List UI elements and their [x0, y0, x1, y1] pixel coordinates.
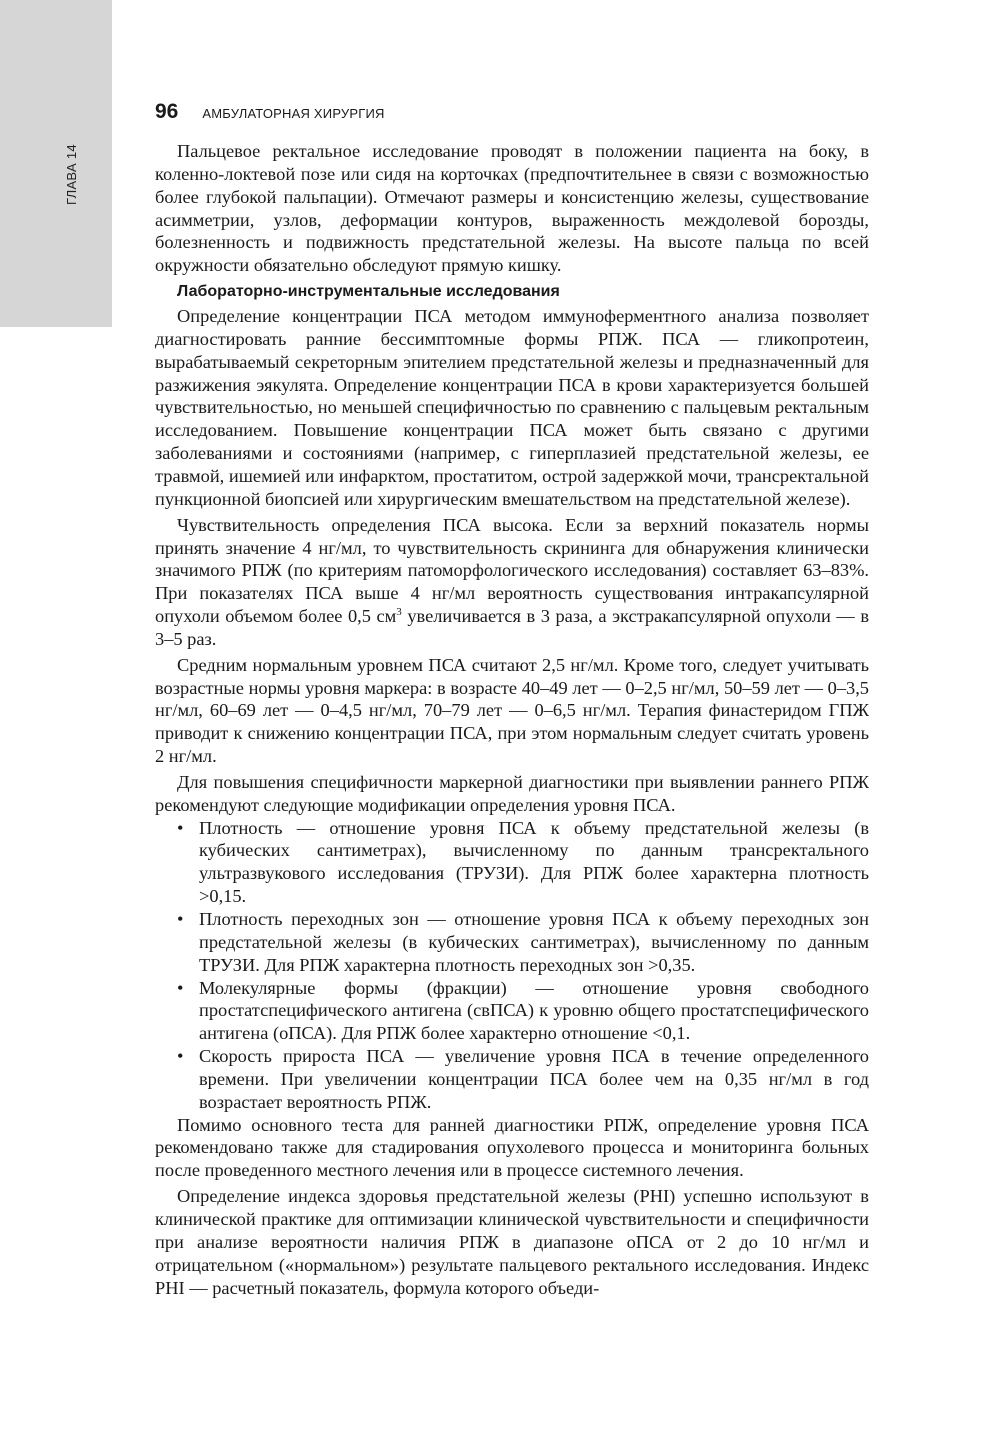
list-item: • Плотность — отношение уровня ПСА к объему предстательной железы (в кубических сантиметрах), вычисленному по данным трансректального ультразвукового исследования (ТРУЗИ). Для РПЖ более характерна плотность >0,15.	[155, 817, 869, 908]
cubic-superscript: 3	[396, 605, 402, 618]
paragraph-psa-norms: Средним нормальным уровнем ПСА считают 2,5 нг/мл. Кроме того, следует учитывать возрастные нормы уровня маркера: в возрасте 40–49 лет — 0–2,5 нг/мл, 50–59 лет — 0–3,5 нг/мл, 60–69 лет — 0–4,5 нг/мл, 70–79 лет — 0–6,5 нг/мл. Терапия финастеридом ГПЖ приводит к снижению концентрации ПСА, при этом нормальным следует считать уровень 2 нг/мл.	[155, 654, 869, 767]
paragraph-psa-definition: Определение концентрации ПСА методом иммуноферментного анализа позволяет диагностировать ранние бессимптомные формы РПЖ. ПСА — гликопротеин, вырабатываемый секреторным эпителием предстательной железы и предназначенный для разжижения эякулята. Определение концентрации ПСА в крови характеризуется большей чувствительностью, но меньшей специфичностью по сравнению с пальцевым ректальным исследованием. Повышение концентрации ПСА может быть связано с другими заболеваниями и состояниями (например, с гиперплазией предстательной железы, ее травмой, ишемией или инфарктом, простатитом, острой задержкой мочи, трансректальной пункционной биопсией или хирургическим вмешательством на предстательной железе).	[155, 306, 869, 509]
paragraph-rectal-exam: Пальцевое ректальное исследование проводят в положении пациента на боку, в коленно-локтевой позе или сидя на корточках (предпочтительнее в связи с возможностью более глубокой пальпации). Отмечают размеры и консистенцию железы, существование асимметрии, узлов, деформации контуров, выраженность междолевой борозды, болезненность и подвижность предстательной железы. На высоте пальца по всей окружности обязательно обследуют прямую кишку.	[155, 141, 869, 276]
section-heading: Лабораторно-инструментальные исследования	[177, 283, 560, 301]
list-item: • Скорость прироста ПСА — увеличение уровня ПСА в течение определенного времени. При увеличении концентрации ПСА более чем на 0,35 нг/мл в год возрастает вероятность РПЖ.	[155, 1045, 869, 1114]
page-header	[155, 100, 385, 124]
page-body	[155, 140, 869, 1299]
paragraph-modifications-intro: Для повышения специфичности маркерной диагностики при выявлении раннего РПЖ рекомендуют следующие модификации определения уровня ПСА.	[155, 771, 869, 815]
running-title: АМБУЛАТОРНАЯ ХИРУРГИЯ	[202, 106, 385, 121]
chapter-label: ГЛАВА 14	[64, 144, 79, 205]
sensitivity-text-end: увеличивается в 3 раза, а экстракапсулярной опухоли — в 3–5 раз.	[155, 606, 870, 649]
sensitivity-text: Чувствительность определения ПСА высока. Если за верхний показатель нормы принять значение 4 нг/мл, то чувствительность скрининга для обнаружения клинически значимого РПЖ (по критериям патоморфологического исследования) составляет 63–83%. При показателях ПСА выше 4 нг/мл вероятность существования интракапсулярной опухоли объемом более 0,5 см	[155, 514, 869, 627]
list-item: • Плотность переходных зон — отношение уровня ПСА к объему переходных зон предстательной железы (в кубических сантиметрах), вычисленному по данным ТРУЗИ. Для РПЖ характерна плотность переходных зон >0,35.	[155, 908, 869, 977]
chapter-side-tab	[0, 0, 112, 327]
modifications-list	[155, 817, 869, 1114]
paragraph-psa-sensitivity	[155, 514, 869, 651]
paragraph-phi-index: Определение индекса здоровья предстательной железы (PHI) успешно используют в клинической практике для оптимизации клинической чувствительности и специфичности при анализе вероятности наличия РПЖ в диапазоне оПСА от 2 до 10 нг/мл и отрицательном («нормальном») результате пальцевого ректального исследования. Индекс PHI — расчетный показатель, формула которого объеди-	[155, 1186, 869, 1298]
list-item: • Молекулярные формы (фракции) — отношение уровня свободного простатспецифического антигена (свПСА) к уровню общего простатспецифического антигена (оПСА). Для РПЖ более характерно отношение <0,1.	[155, 977, 869, 1046]
paragraph-staging: Помимо основного теста для ранней диагностики РПЖ, определение уровня ПСА рекомендовано также для стадирования опухолевого процесса и мониторинга больных после проведенного местного лечения или в процессе системного лечения.	[155, 1114, 869, 1181]
page-number: 96	[155, 100, 179, 123]
